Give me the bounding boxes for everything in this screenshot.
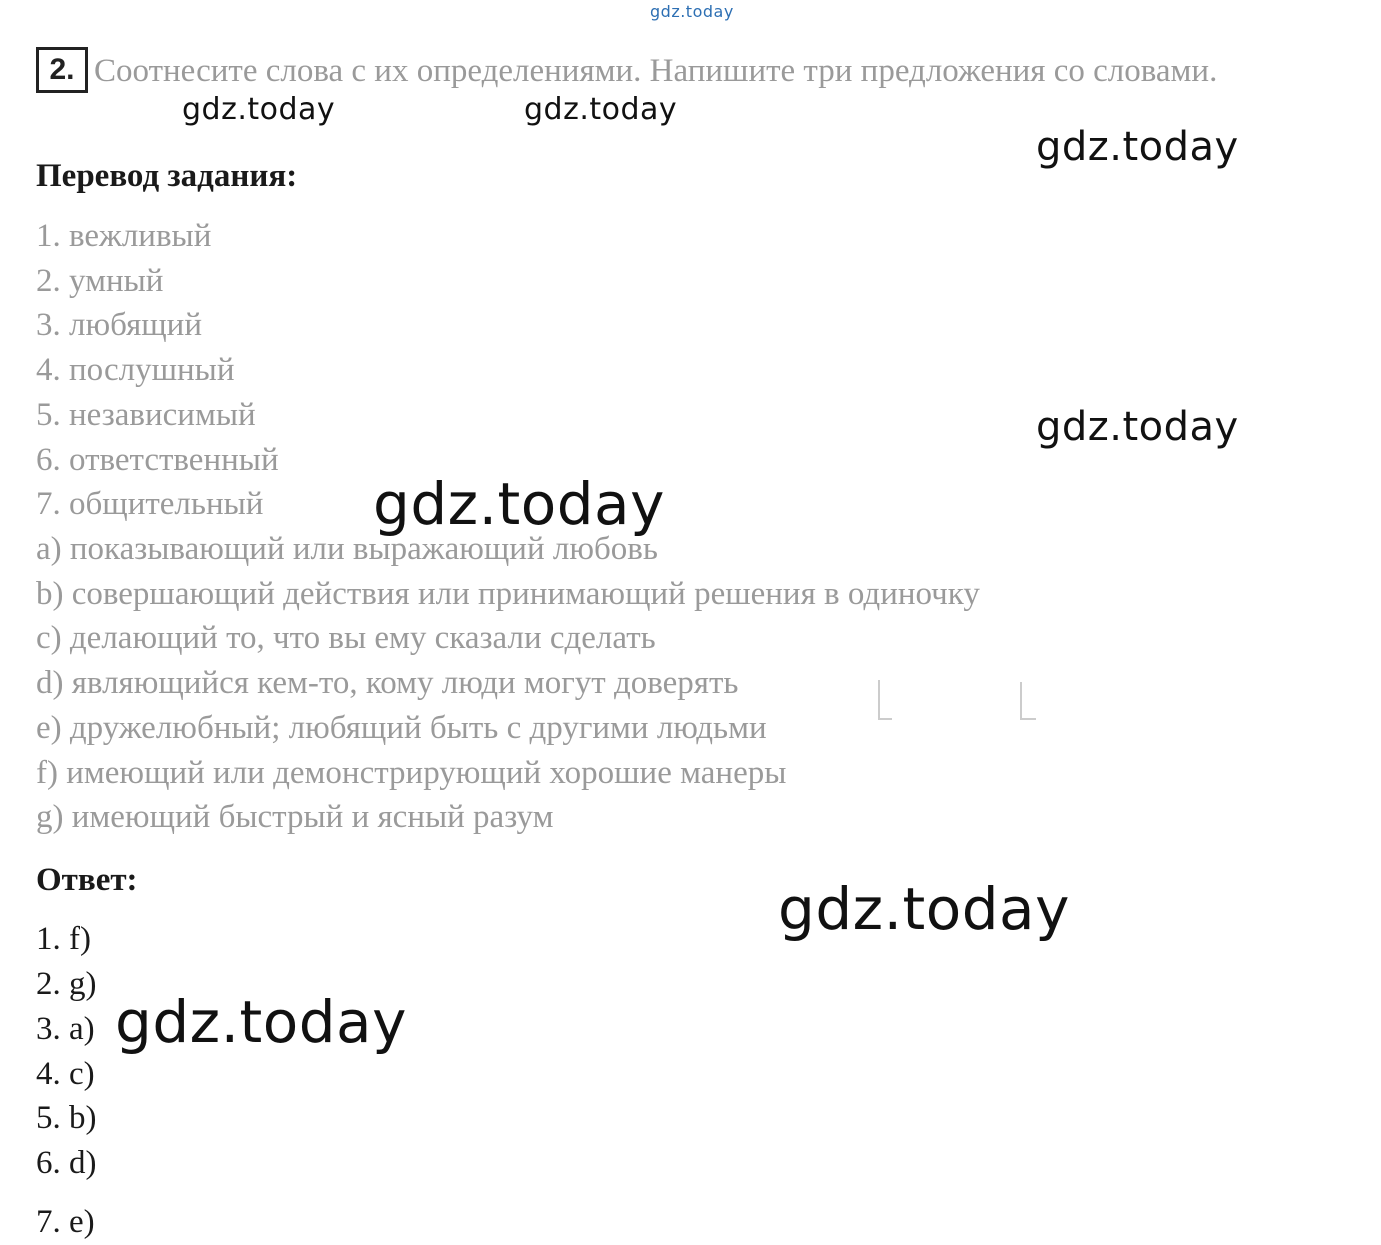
watermark-top: gdz.today <box>650 2 734 21</box>
ghost-stroke <box>878 680 892 720</box>
ghost-stroke <box>1020 682 1036 720</box>
translation-line: 3. любящий <box>36 307 202 343</box>
translation-line: c) делающий то, что вы ему сказали сделать <box>36 620 656 656</box>
translation-heading: Перевод задания: <box>36 158 298 194</box>
translation-line: 7. общительный <box>36 486 264 522</box>
watermark: gdz.today <box>373 470 665 538</box>
translation-line: g) имеющий быстрый и ясный разум <box>36 799 554 835</box>
answer-line: 6. d) <box>36 1145 97 1181</box>
watermark: gdz.today <box>182 92 336 127</box>
answer-heading: Ответ: <box>36 862 138 898</box>
watermark: gdz.today <box>115 988 407 1056</box>
watermark: gdz.today <box>524 92 678 127</box>
answer-line: 3. a) <box>36 1011 95 1047</box>
watermark: gdz.today <box>1036 404 1239 450</box>
translation-line: d) являющийся кем-то, кому люди могут доверять <box>36 665 739 701</box>
answer-line: 1. f) <box>36 921 91 957</box>
watermark: gdz.today <box>1036 124 1239 170</box>
task-number: 2. <box>36 47 88 93</box>
task-instruction: Соотнесите слова с их определениями. Напишите три предложения со словами. <box>94 53 1218 89</box>
answer-line: 4. c) <box>36 1056 95 1092</box>
translation-line: 4. послушный <box>36 352 235 388</box>
translation-line: e) дружелюбный; любящий быть с другими людьми <box>36 710 767 746</box>
answer-line: 2. g) <box>36 966 97 1002</box>
translation-line: 5. независимый <box>36 397 256 433</box>
translation-line: f) имеющий или демонстрирующий хорошие манеры <box>36 755 787 791</box>
translation-line: a) показывающий или выражающий любовь <box>36 531 658 567</box>
watermark: gdz.today <box>778 875 1070 943</box>
translation-line: 1. вежливый <box>36 218 212 254</box>
answer-line: 7. e) <box>36 1204 95 1240</box>
translation-line: b) совершающий действия или принимающий решения в одиночку <box>36 576 980 612</box>
translation-line: 6. ответственный <box>36 442 279 478</box>
translation-line: 2. умный <box>36 263 164 299</box>
answer-line: 5. b) <box>36 1100 97 1136</box>
